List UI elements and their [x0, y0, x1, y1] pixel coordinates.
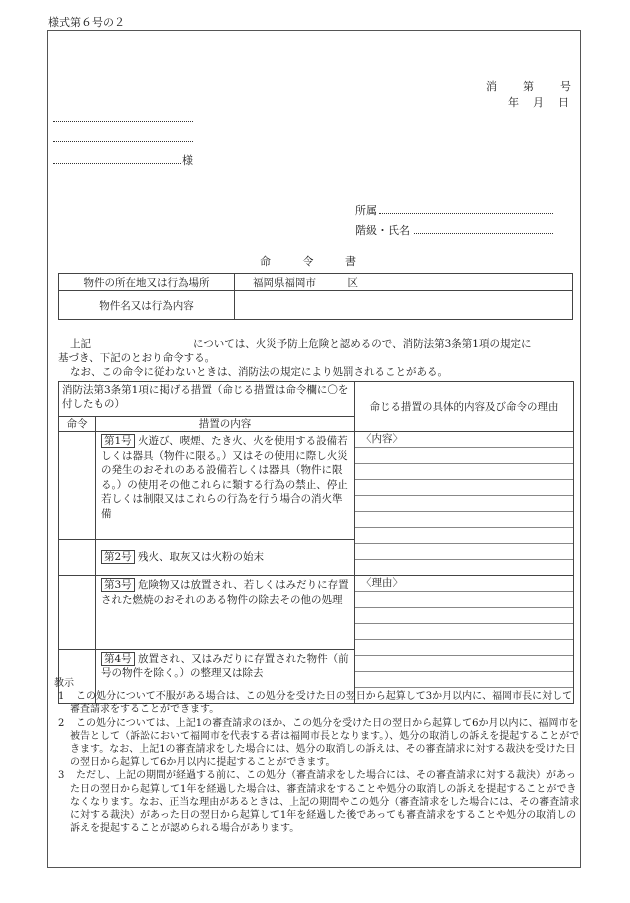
- measure-num-4: 第4号: [101, 652, 135, 666]
- instruction-num-3: 3: [58, 770, 65, 782]
- instruction-num-2: 2: [58, 717, 65, 729]
- issuer-office-line: [379, 213, 553, 214]
- date-day: 日: [558, 96, 569, 109]
- instruction-text-2: この処分については、上記1の審査請求のほか、この処分を受けた日の翌日から起算して6か月以内に、福岡市を被告として（訴訟において福岡市を代表する者は福岡市長となります。）、処分の取消しの訴えを提起することができます。なお、上記1の審査請求をした場合には、処分の取消しの訴えは、その審査請求に対する裁決を受けた日の翌日から起算して6か月以内に提起することができます。: [70, 717, 580, 769]
- command-cell-1[interactable]: [59, 432, 96, 540]
- document-number: [486, 78, 571, 94]
- location-label: 物件の所在地又は行為場所: [59, 274, 235, 291]
- recipient-name-line: [53, 163, 181, 164]
- instruction-text-3: ただし、上記の期間が経過する前に、この処分（審査請求をした場合には、その審査請求に対する裁決）があった日の翌日から起算して1年を経過した場合は、審査請求をすることや処分の取消しの訴えを提起することができなくなります。なお、正当な理由があるときは、上記の期間やこの処分（審査請求をした場合には、その審査請求に対する裁決）があった日の翌日から起算して1年を経過した後であっても審査請求をすることや処分の取消しの訴えを提起することが認められる場合があります。: [70, 770, 580, 835]
- body-line3: なお、この命令に従わないときは、消防法の規定により処罰されることがある。: [70, 366, 448, 378]
- reason-line: [355, 592, 573, 608]
- location-value: 福岡県福岡市 区: [235, 274, 573, 291]
- measure-item-2: [96, 540, 355, 576]
- doc-number-prefix: 消: [486, 80, 497, 93]
- contents-line: [355, 528, 573, 544]
- form-number-label: 様式第６号の２: [48, 16, 125, 29]
- measures-table: [58, 381, 574, 704]
- measure-num-1: 第1号: [101, 434, 135, 448]
- measure-text-1: 火遊び、喫煙、たき火、火を使用する設備若しくは器具（物件に限る。）又はその使用に際し火災の発生のおそれのある設備若しくは器具（物件に限る。）の使用その他これらに類する行為の禁止、停止若しくは制限又はこれらの行為を行う場合の消火準備: [101, 435, 348, 520]
- doc-number-suffix: 号: [560, 80, 571, 93]
- body-line2: 基づき、下記のとおり命令する。: [58, 352, 216, 364]
- recipient-address-line-1: [53, 121, 193, 122]
- measure-num-2: 第2号: [101, 550, 135, 564]
- doc-number-middle: 第: [523, 80, 534, 93]
- reason-line: [355, 656, 573, 672]
- body-line1-rest: については、火災予防上危険と認めるので、消防法第3条第1項の規定に: [193, 338, 532, 350]
- command-cell-2[interactable]: [59, 540, 96, 576]
- issuer-office-label: 所属: [355, 204, 377, 217]
- contents-line: [355, 480, 573, 496]
- measure-item-3: [96, 576, 355, 650]
- instruction-item-1: [58, 690, 580, 716]
- reason-line: [355, 640, 573, 656]
- instructions-heading: 教示: [54, 678, 74, 689]
- contents-label: 〈内容〉: [355, 432, 573, 448]
- issuer-rank-name-label: 階級・氏名: [355, 224, 410, 237]
- date-month: 月: [533, 96, 544, 109]
- property-name-label: 物件名又は行為内容: [59, 291, 235, 320]
- issuer-rank-name-line: [414, 233, 553, 234]
- measures-header-left: 消防法第3条第1項に掲げる措置（命じる措置は命令欄に〇を付したもの）: [59, 382, 355, 417]
- column-measure: 措置の内容: [96, 417, 355, 432]
- instruction-item-2: [58, 717, 580, 770]
- instruction-item-3: [58, 769, 580, 835]
- contents-area: [355, 432, 574, 576]
- instructions-section: [54, 677, 580, 835]
- contents-line: [355, 496, 573, 512]
- property-info-table: [58, 273, 573, 320]
- contents-line: [355, 544, 573, 560]
- contents-line: [355, 560, 573, 575]
- issue-date: [508, 94, 569, 110]
- reason-line: [355, 608, 573, 624]
- command-cell-3[interactable]: [59, 576, 96, 650]
- date-year: 年: [508, 96, 519, 109]
- measure-text-3: 危険物又は放置され、若しくはみだりに存置された燃焼のおそれのある物件の除去その他の処理: [101, 579, 349, 606]
- instruction-text-1: この処分について不服がある場合は、この処分を受けた日の翌日から起算して3か月以内に、福岡市長に対して審査請求をすることができます。: [70, 691, 573, 716]
- measure-num-3: 第3号: [101, 578, 135, 592]
- reason-label: 〈理由〉: [355, 576, 573, 592]
- measures-header-right: 命じる措置の具体的内容及び命令の理由: [355, 382, 574, 432]
- contents-line: [355, 464, 573, 480]
- column-command: 命令: [59, 417, 96, 432]
- recipient-honorific: 様: [182, 154, 193, 167]
- measure-item-1: [96, 432, 355, 540]
- property-name-value: [235, 291, 573, 320]
- contents-line: [355, 448, 573, 464]
- order-body: [58, 337, 578, 379]
- instruction-num-1: 1: [58, 691, 65, 703]
- reason-line: [355, 624, 573, 640]
- document-title: 命 令 書: [260, 255, 370, 268]
- measure-text-2: 残火、取灰又は火粉の始末: [138, 551, 265, 564]
- body-line1-start: 上記: [70, 338, 91, 350]
- recipient-address-line-2: [53, 141, 193, 142]
- measure-text-4: 放置され、又はみだりに存置された物件（前号の物件を除く。）の整理又は除去: [101, 652, 349, 680]
- contents-line: [355, 512, 573, 528]
